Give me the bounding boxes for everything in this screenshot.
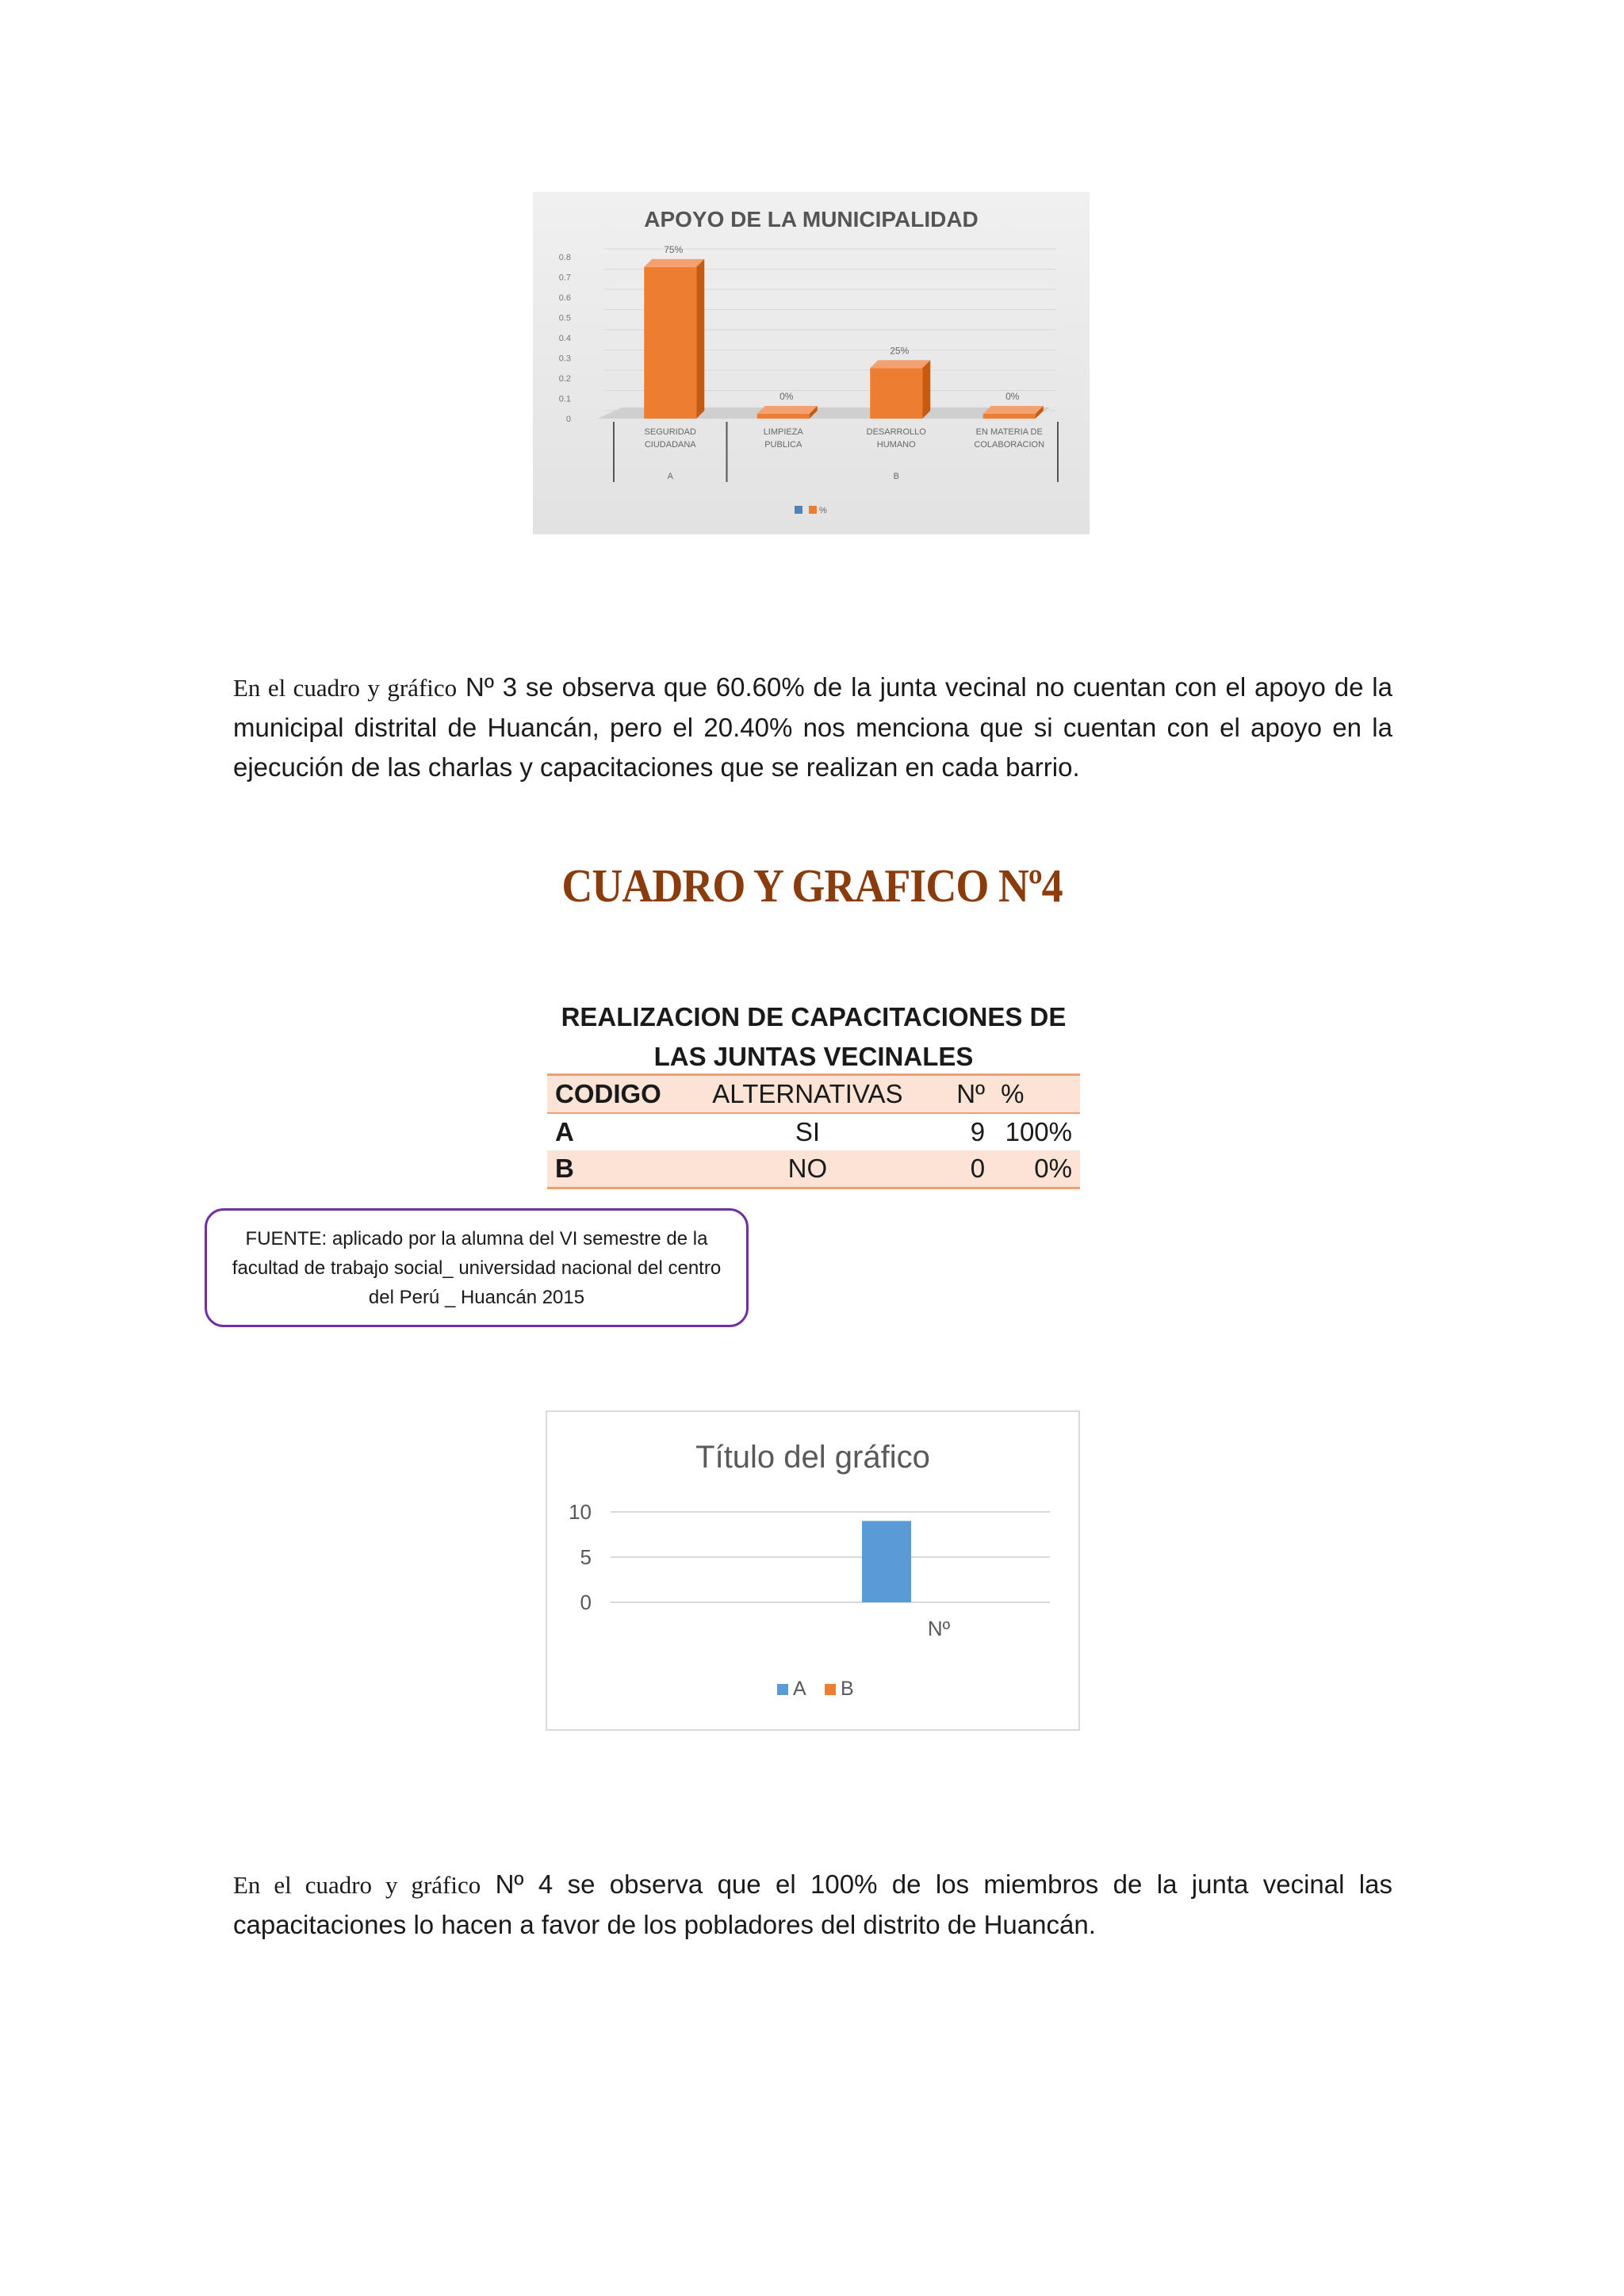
paragraph-lead: En el cuadro y gráfico [233,674,458,702]
legend-swatch [795,506,802,514]
bar [644,267,696,419]
x-tick-label: SEGURIDAD CIUDADANA [644,427,696,450]
chart-titulo-del-grafico [546,1410,1080,1731]
y-tick-label: 0.2 [558,374,571,384]
cell-numero: 9 [926,1113,993,1150]
legend-label: % [819,506,827,515]
paragraph-lead: En el cuadro y gráfico [233,1871,481,1899]
table-row [547,1150,1080,1188]
paragraph-body: Nº 3 se observa que 60.60% de la junta vecinal no cuentan con el apoyo de la municipal distrital de Huancán, pero el 20.40% nos menciona que si cuentan con el apoyo en la ejecución de las charlas y capacitaciones que se realizan en cada barrio. [233,672,1392,782]
data-label: 0% [1005,391,1020,402]
y-tick-label: 10 [569,1500,592,1524]
cell-alternativa: NO [689,1150,926,1188]
bar [983,414,1036,419]
table-title [547,997,1080,1077]
cell-porcentaje: 100% [993,1113,1080,1150]
chart-apoyo-municipalidad [533,192,1090,534]
chart-title: Título del gráfico [695,1440,930,1475]
cell-codigo: B [547,1150,689,1188]
legend-label: A [793,1678,806,1700]
y-tick-label: 0.4 [558,334,571,343]
table-title-line-1: REALIZACION DE CAPACITACIONES DE [561,1002,1067,1031]
data-label: 25% [890,345,910,357]
bar-top [757,406,818,414]
bar-top [983,406,1044,414]
table-row [547,1113,1080,1150]
x-tick-label: EN MATERIA DE COLABORACION [974,427,1045,450]
bar-side [696,259,704,419]
cell-porcentaje: 0% [993,1150,1080,1188]
data-label: 75% [664,243,684,255]
x-tick-label: Nº [927,1617,951,1640]
legend-label: B [841,1678,854,1700]
chart-apoyo-svg [533,192,1090,534]
y-tick-label: 0 [580,1590,592,1614]
cell-numero: 0 [926,1150,993,1188]
bar-top [644,259,704,267]
x-tick-label: LIMPIEZA PUBLICA [763,427,803,450]
header-codigo: CODIGO [547,1075,689,1114]
paragraph-cuadro-4 [233,1865,1392,1945]
bar [870,368,922,419]
legend-swatch [777,1684,788,1695]
y-tick-label: 0.5 [558,313,571,323]
cell-codigo: A [547,1113,689,1150]
paragraph-body: Nº 4 se observa que el 100% de los miembros de la junta vecinal las capacitaciones lo hacen a favor de los pobladores del distrito de Huancán. [233,1869,1392,1939]
group-label: B [893,472,899,481]
source-note-box [205,1208,749,1327]
cell-alternativa: SI [689,1113,926,1150]
bar [757,414,810,419]
table-title-line-2: LAS JUNTAS VECINALES [653,1042,974,1071]
header-numero: Nº [926,1075,993,1114]
y-tick-label: 0.6 [558,293,571,303]
capacitaciones-table [547,1073,1080,1189]
section-heading: CUADRO Y GRAFICO Nº4 [561,859,1063,912]
table-header-row [547,1075,1080,1114]
legend-swatch [825,1684,836,1695]
legend-swatch [809,506,817,514]
header-porcentaje: % [993,1075,1080,1114]
header-alternativas: ALTERNATIVAS [689,1075,926,1114]
bar [862,1521,911,1602]
y-tick-label: 0.7 [558,273,571,283]
bar-top [870,360,930,368]
bar-side [922,360,930,419]
y-tick-label: 0.3 [558,354,571,364]
chart-title: APOYO DE LA MUNICIPALIDAD [644,207,979,232]
y-tick-label: 5 [580,1545,592,1569]
y-tick-label: 0.8 [558,253,571,262]
group-label: A [667,472,673,481]
source-note-text: FUENTE: aplicado por la alumna del VI semestre de la facultad de trabajo social_ universidad nacional del centro del Perú _ Huancán 2015 [232,1227,722,1308]
y-tick-label: 0 [565,415,571,424]
x-tick-label: DESARROLLO HUMANO [866,427,926,450]
data-label: 0% [779,391,794,402]
paragraph-cuadro-3 [233,668,1392,787]
y-tick-label: 0.1 [558,394,571,404]
chart-grafico-svg [547,1412,1082,1732]
